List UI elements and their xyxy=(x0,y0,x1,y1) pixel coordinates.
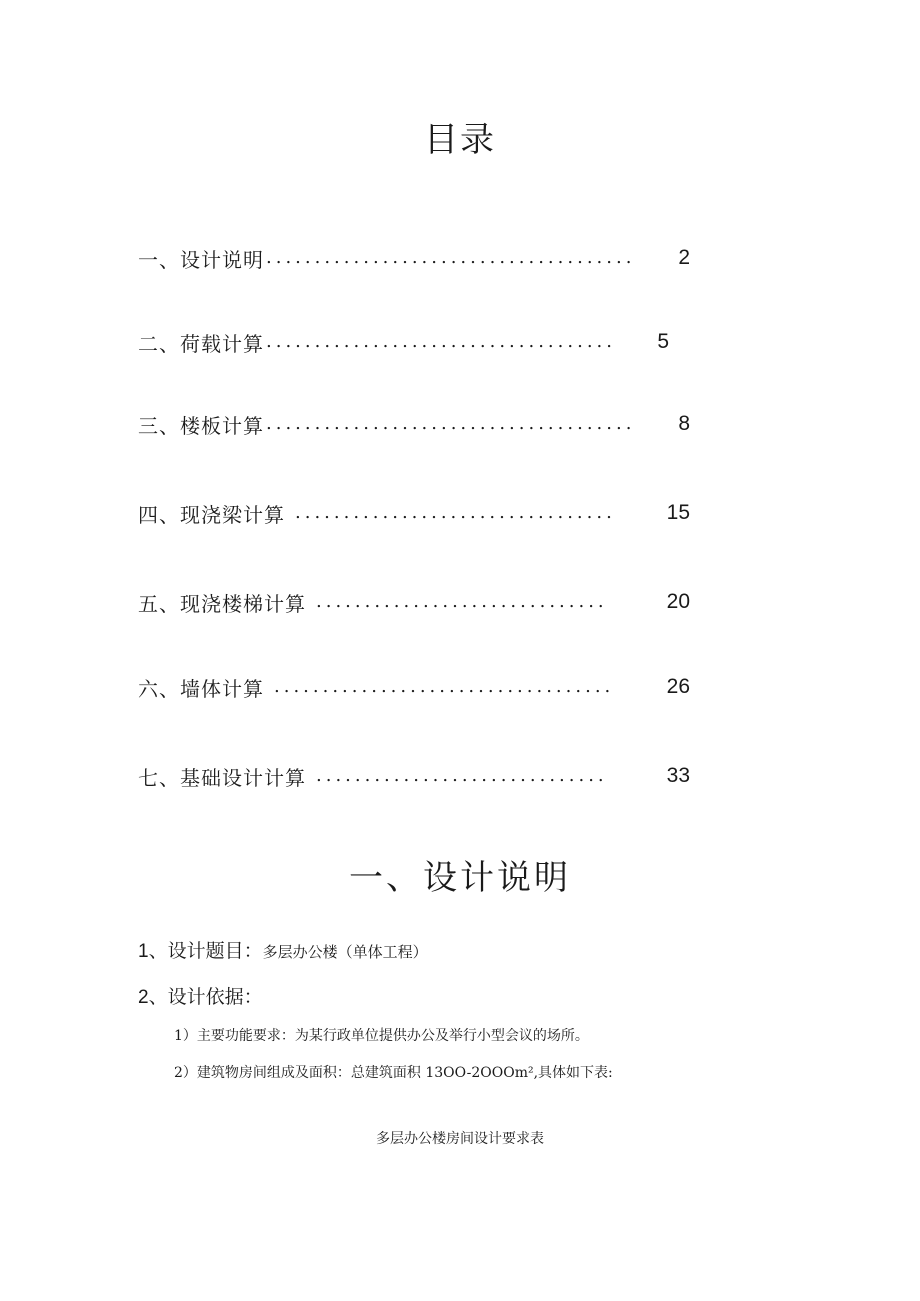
toc-entry-label: 二、荷载计算 xyxy=(138,331,264,356)
toc-entry-label: 五、现浇楼梯计算 xyxy=(138,591,306,616)
toc-entry[interactable] xyxy=(138,241,690,275)
item-value: 多层办公楼（单体工程） xyxy=(262,943,428,961)
toc-entry[interactable] xyxy=(138,407,690,441)
toc-entry-label: 四、现浇梁计算 xyxy=(138,502,285,527)
toc-entry-page: 5 xyxy=(657,330,669,353)
toc-entry-page: 20 xyxy=(666,590,690,613)
table-caption: 多层办公楼房间设计要求表 xyxy=(376,1131,544,1147)
toc-entry-leader: ................................... xyxy=(274,678,615,696)
toc-entry-leader: .............................. xyxy=(316,593,608,611)
toc-title: 目录 xyxy=(424,120,496,160)
toc-entry-page: 8 xyxy=(678,412,690,435)
toc-entry-page: 33 xyxy=(666,764,690,787)
toc-entry[interactable] xyxy=(138,585,690,619)
design-title-item xyxy=(138,936,428,963)
item-number: 1 xyxy=(138,941,149,962)
toc-entry-label: 三、楼板计算 xyxy=(138,413,264,438)
toc-entry-leader: ...................................... xyxy=(266,249,636,267)
item-number: 2 xyxy=(138,987,149,1008)
toc-entry[interactable] xyxy=(138,670,690,704)
toc-entry-leader: ................................. xyxy=(295,504,616,522)
toc-entry[interactable] xyxy=(138,496,690,530)
toc-entry-leader: ...................................... xyxy=(266,415,636,433)
toc-entry[interactable] xyxy=(138,759,690,793)
design-basis-item xyxy=(138,982,263,1009)
toc-entry-label: 一、设计说明 xyxy=(138,247,264,272)
toc-entry-page: 26 xyxy=(666,675,690,698)
toc-entry[interactable] xyxy=(138,325,669,359)
item-label: 、设计依据： xyxy=(148,986,263,1008)
toc-entry-leader: .............................. xyxy=(316,767,608,785)
sub-item-area: 2）建筑物房间组成及面积：总建筑面积 13OO-2OOOm²,具体如下表: xyxy=(174,1065,613,1081)
toc-entry-page: 2 xyxy=(678,246,690,269)
toc-entry-label: 七、基础设计计算 xyxy=(138,765,306,790)
toc-entry-label: 六、墙体计算 xyxy=(138,676,264,701)
item-label: 、设计题目： xyxy=(148,940,263,962)
toc-entry-page: 15 xyxy=(666,501,690,524)
toc-entry-leader: .................................... xyxy=(266,333,616,351)
sub-item-function: 1）主要功能要求：为某行政单位提供办公及举行小型会议的场所。 xyxy=(174,1028,589,1044)
section-heading: 一、设计说明 xyxy=(349,858,571,898)
